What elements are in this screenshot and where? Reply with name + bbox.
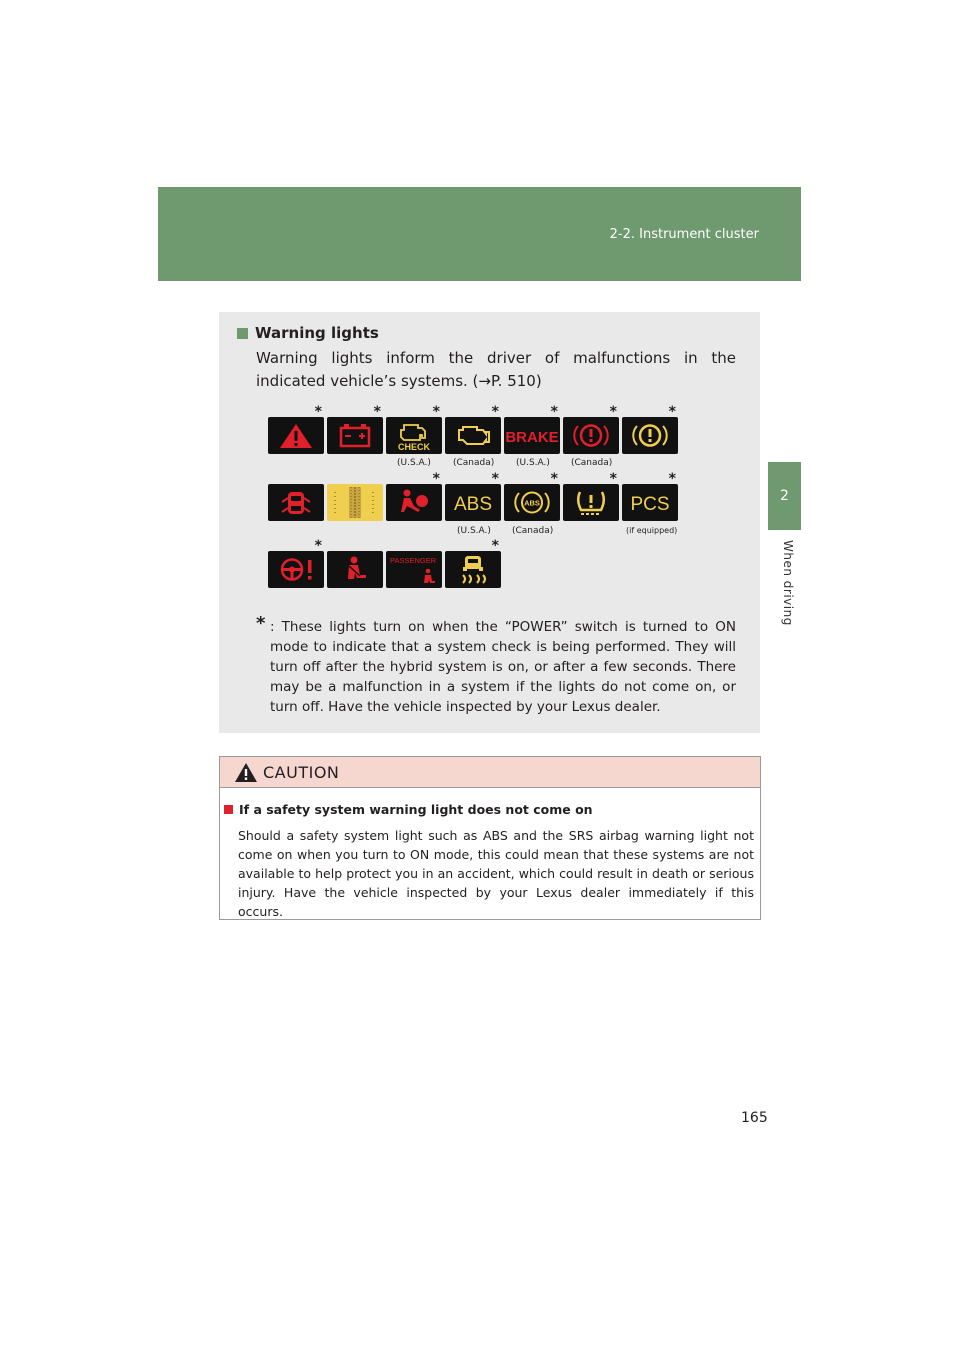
brake-warning-yellow-light: * <box>622 417 678 454</box>
check-text: CHECK <box>397 442 431 452</box>
caption-canada-1: (Canada) <box>453 458 495 468</box>
seat-belt-reminder-display <box>327 484 383 521</box>
square-bullet-icon <box>237 328 248 339</box>
brake-light-canada: * <box>563 417 619 454</box>
passenger-text: PASSENGER <box>390 556 437 565</box>
page-number: 165 <box>741 1110 768 1126</box>
caution-box <box>219 756 761 920</box>
header-bar <box>158 187 801 281</box>
caution-header <box>220 757 760 788</box>
caption-canada-3: (Canada) <box>512 526 554 536</box>
slip-indicator-light: * <box>445 551 501 588</box>
red-square-bullet-icon <box>224 805 233 814</box>
brake-text: BRAKE <box>505 429 559 446</box>
brake-light-usa: * BRAKE <box>504 417 560 454</box>
caution-subheading: If a safety system warning light does not come on <box>224 802 593 817</box>
pcs-light: * PCS <box>622 484 678 521</box>
check-engine-light-canada: * <box>445 417 501 454</box>
icon-row-2 <box>268 471 678 521</box>
caption-usa-3: (U.S.A.) <box>457 526 491 536</box>
caution-heading: CAUTION <box>263 762 340 782</box>
section-title: 2-2. Instrument cluster <box>609 227 759 242</box>
caption-canada-2: (Canada) <box>571 458 613 468</box>
caption-usa-1: (U.S.A.) <box>397 458 431 468</box>
footnote <box>256 613 736 717</box>
svg-text:ABS: ABS <box>524 498 540 508</box>
caution-triangle-icon <box>234 762 258 783</box>
footnote-text: : These lights turn on when the “POWER” switch is turned to ON mode to indicate that a system check is being performed. They will turn off after the hybrid system is on, or after a few seconds. There may be a malfunction in a system if the lights do not come on, or turn off. Have the vehicle inspected by your Lexus dealer. <box>270 619 736 715</box>
master-warning-light: * <box>268 417 324 454</box>
caption-if-equipped: (if equipped) <box>626 526 678 535</box>
charging-system-light: * <box>327 417 383 454</box>
warning-lights-box <box>219 312 760 733</box>
check-engine-light-usa: * CHECK <box>386 417 442 454</box>
icon-row-1 <box>268 404 678 454</box>
tire-pressure-light: * <box>563 484 619 521</box>
passenger-seat-belt-light <box>386 551 442 588</box>
seat-belt-light <box>327 551 383 588</box>
icon-row-3 <box>268 538 501 588</box>
caption-usa-2: (U.S.A.) <box>516 458 550 468</box>
warning-lights-heading: Warning lights <box>237 324 379 342</box>
abs-light-canada: * ABS <box>504 484 560 521</box>
caution-text: Should a safety system light such as ABS and the SRS airbag warning light not come on when you turn to ON mode, this could mean that these systems are not available to help protect you in an accident, which could result in death or serious injury. Have the vehicle inspected by your Lexus dealer immediately if this occurs. <box>238 828 754 919</box>
open-door-light <box>268 484 324 521</box>
chapter-label: When driving <box>781 540 795 626</box>
chapter-tab[interactable]: 2 <box>768 462 801 530</box>
power-steering-light: * <box>268 551 324 588</box>
pcs-text: PCS <box>630 494 670 515</box>
footnote-asterisk: * <box>256 613 266 634</box>
abs-light-usa: * ABS <box>445 484 501 521</box>
srs-airbag-light: * <box>386 484 442 521</box>
warning-lights-intro: Warning lights inform the driver of malfunctions in the indicated vehicle’s systems. (→P. 510) <box>256 349 736 390</box>
abs-text: ABS <box>453 494 493 515</box>
